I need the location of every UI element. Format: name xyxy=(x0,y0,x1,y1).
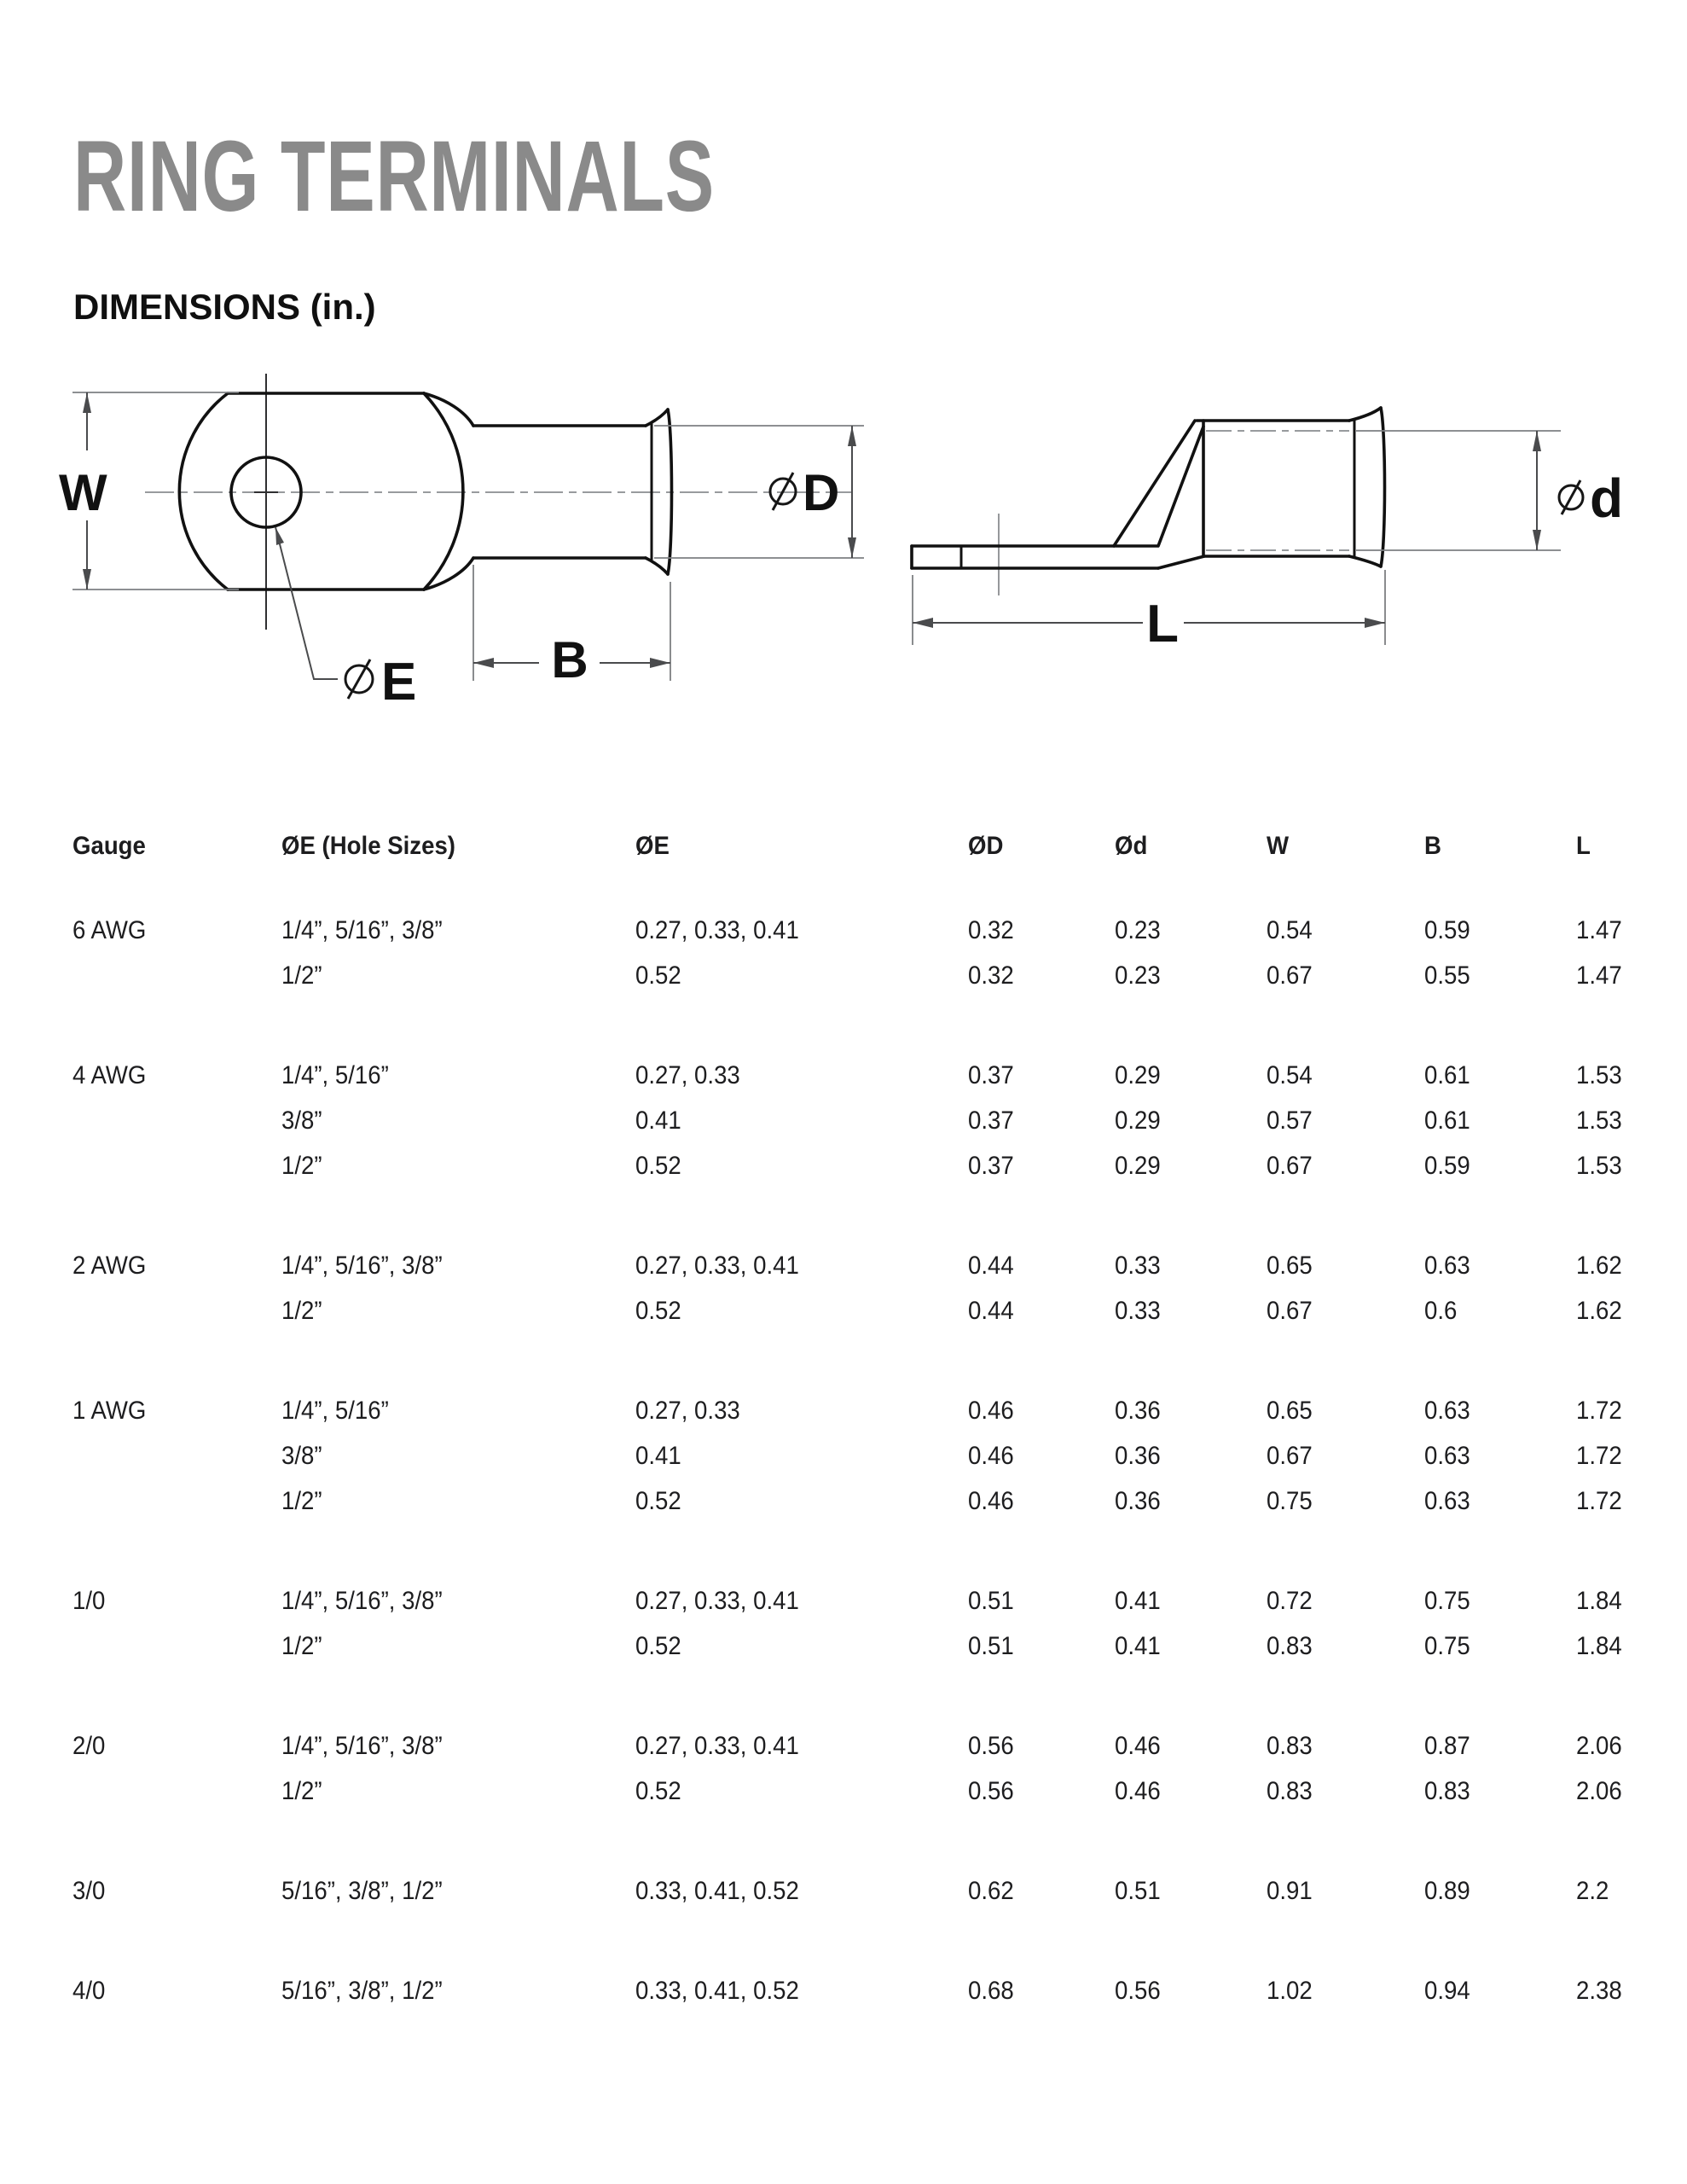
value-cell: 0.75 xyxy=(1267,1487,1313,1515)
value-cell: 0.75 xyxy=(1424,1632,1470,1660)
value-cell: 0.68 xyxy=(968,1977,1014,2005)
value-cell: 0.75 xyxy=(1424,1587,1470,1615)
diameter-symbol-icon xyxy=(1559,480,1583,514)
value-cell: 0.67 xyxy=(1267,961,1313,990)
table-row xyxy=(72,1977,1687,2022)
table-header-row xyxy=(72,832,1687,877)
value-cell: 1.84 xyxy=(1576,1632,1622,1660)
value-cell: 0.32 xyxy=(968,916,1014,944)
value-cell: 1.62 xyxy=(1576,1297,1622,1325)
gauge-group xyxy=(72,1061,1687,1197)
value-cell: 0.51 xyxy=(968,1632,1014,1660)
value-cell: 0.72 xyxy=(1267,1587,1313,1615)
value-cell: 0.36 xyxy=(1115,1487,1161,1515)
gauge-cell xyxy=(72,1777,264,1822)
table-row xyxy=(72,1632,1687,1677)
value-cell: 0.59 xyxy=(1424,1152,1470,1180)
column-header: ØD xyxy=(968,832,1004,860)
gauge-cell: 4 AWG xyxy=(72,1061,147,1089)
gauge-cell xyxy=(72,1487,264,1532)
value-cell: 0.51 xyxy=(968,1587,1014,1615)
gauge-cell xyxy=(72,1107,264,1152)
value-cell: 0.57 xyxy=(1267,1107,1313,1135)
table-row xyxy=(72,1487,1687,1532)
dimensions-heading: DIMENSIONS (in.) xyxy=(73,287,376,327)
value-cell: 0.67 xyxy=(1267,1152,1313,1180)
value-cell: 0.54 xyxy=(1267,1061,1313,1089)
value-cell: 0.63 xyxy=(1424,1487,1470,1515)
gauge-group xyxy=(72,1397,1687,1532)
value-cell: 0.83 xyxy=(1267,1777,1313,1805)
w-dimension xyxy=(59,392,239,590)
gauge-cell: 1/0 xyxy=(72,1587,106,1615)
value-cell: 0.46 xyxy=(968,1397,1014,1425)
table-body xyxy=(72,916,1687,2022)
table-row xyxy=(72,1297,1687,1342)
terminal-outline xyxy=(912,408,1385,568)
value-cell: 3/8” xyxy=(281,1107,322,1135)
value-cell: 1.02 xyxy=(1267,1977,1313,2005)
value-cell: 0.46 xyxy=(1115,1732,1161,1760)
value-cell: 1.72 xyxy=(1576,1397,1622,1425)
column-header: Ød xyxy=(1115,832,1148,860)
value-cell: 0.6 xyxy=(1424,1297,1458,1325)
value-cell: 1.72 xyxy=(1576,1487,1622,1515)
value-cell: 1/4”, 5/16”, 3/8” xyxy=(281,1587,443,1615)
value-cell: 0.83 xyxy=(1267,1632,1313,1660)
value-cell: 0.56 xyxy=(968,1777,1014,1805)
value-cell: 0.94 xyxy=(1424,1977,1470,2005)
value-cell: 0.54 xyxy=(1267,916,1313,944)
gauge-cell: 4/0 xyxy=(72,1977,106,2005)
value-cell: 1.53 xyxy=(1576,1107,1622,1135)
gauge-cell: 1 AWG xyxy=(72,1397,147,1425)
value-cell: 0.67 xyxy=(1267,1297,1313,1325)
gauge-cell xyxy=(72,1297,264,1342)
value-cell: 1/2” xyxy=(281,961,322,990)
value-cell: 0.67 xyxy=(1267,1442,1313,1470)
value-cell: 0.52 xyxy=(635,1777,681,1805)
value-cell: 0.29 xyxy=(1115,1107,1161,1135)
value-cell: 0.29 xyxy=(1115,1061,1161,1089)
value-cell: 1.53 xyxy=(1576,1061,1622,1089)
page-title: RING TERMINALS xyxy=(73,120,715,233)
value-cell: 0.36 xyxy=(1115,1397,1161,1425)
gauge-group xyxy=(72,1587,1687,1677)
value-cell: 0.41 xyxy=(1115,1632,1161,1660)
value-cell: 0.63 xyxy=(1424,1442,1470,1470)
overall-length-label: L xyxy=(1146,595,1179,653)
value-cell: 0.63 xyxy=(1424,1397,1470,1425)
value-cell: 0.37 xyxy=(968,1152,1014,1180)
value-cell: 0.27, 0.33, 0.41 xyxy=(635,1252,799,1280)
value-cell: 0.44 xyxy=(968,1297,1014,1325)
value-cell: 1/2” xyxy=(281,1632,322,1660)
value-cell: 0.37 xyxy=(968,1061,1014,1089)
value-cell: 0.52 xyxy=(635,1297,681,1325)
gauge-cell xyxy=(72,1442,264,1487)
table-row xyxy=(72,1397,1687,1442)
value-cell: 0.27, 0.33, 0.41 xyxy=(635,916,799,944)
gauge-group xyxy=(72,1252,1687,1342)
value-cell: 0.89 xyxy=(1424,1877,1470,1905)
value-cell: 0.33 xyxy=(1115,1252,1161,1280)
value-cell: 0.62 xyxy=(968,1877,1014,1905)
table-row xyxy=(72,1587,1687,1632)
gauge-group xyxy=(72,1732,1687,1822)
value-cell: 1/4”, 5/16”, 3/8” xyxy=(281,1732,443,1760)
top-view-diagram xyxy=(47,367,857,712)
value-cell: 1.47 xyxy=(1576,961,1622,990)
value-cell: 5/16”, 3/8”, 1/2” xyxy=(281,1877,443,1905)
value-cell: 0.37 xyxy=(968,1107,1014,1135)
table-row xyxy=(72,1061,1687,1107)
value-cell: 0.61 xyxy=(1424,1107,1470,1135)
value-cell: 0.41 xyxy=(1115,1587,1161,1615)
gauge-group xyxy=(72,916,1687,1007)
table-row xyxy=(72,1877,1687,1922)
barrel-length-label: B xyxy=(551,631,588,688)
l-dimension xyxy=(913,570,1385,653)
value-cell: 1/2” xyxy=(281,1152,322,1180)
value-cell: 0.51 xyxy=(1115,1877,1161,1905)
value-cell: 0.56 xyxy=(1115,1977,1161,2005)
inner-diameter-dimension xyxy=(1356,431,1623,550)
value-cell: 0.27, 0.33 xyxy=(635,1061,740,1089)
value-cell: 0.52 xyxy=(635,1632,681,1660)
value-cell: 1/2” xyxy=(281,1487,322,1515)
value-cell: 0.33 xyxy=(1115,1297,1161,1325)
value-cell: 1.72 xyxy=(1576,1442,1622,1470)
gauge-cell: 2/0 xyxy=(72,1732,106,1760)
value-cell: 1.47 xyxy=(1576,916,1622,944)
value-cell: 1/4”, 5/16” xyxy=(281,1397,389,1425)
value-cell: 0.52 xyxy=(635,1487,681,1515)
value-cell: 0.41 xyxy=(635,1107,681,1135)
value-cell: 0.44 xyxy=(968,1252,1014,1280)
hole-diameter-callout xyxy=(275,527,416,712)
table-row xyxy=(72,1442,1687,1487)
value-cell: 0.59 xyxy=(1424,916,1470,944)
table-row xyxy=(72,961,1687,1007)
value-cell: 0.41 xyxy=(635,1442,681,1470)
value-cell: 0.36 xyxy=(1115,1442,1161,1470)
table-row xyxy=(72,916,1687,961)
value-cell: 0.27, 0.33, 0.41 xyxy=(635,1732,799,1760)
value-cell: 0.52 xyxy=(635,1152,681,1180)
column-header: W xyxy=(1267,832,1290,860)
diameter-symbol-icon xyxy=(345,659,373,699)
value-cell: 1/2” xyxy=(281,1297,322,1325)
value-cell: 2.06 xyxy=(1576,1732,1622,1760)
value-cell: 0.23 xyxy=(1115,916,1161,944)
hole-diameter-label: E xyxy=(381,653,417,712)
value-cell: 2.38 xyxy=(1576,1977,1622,2005)
table-row xyxy=(72,1107,1687,1152)
value-cell: 2.2 xyxy=(1576,1877,1609,1905)
inner-diameter-label: d xyxy=(1590,468,1624,529)
value-cell: 3/8” xyxy=(281,1442,322,1470)
value-cell: 0.61 xyxy=(1424,1061,1470,1089)
value-cell: 1/4”, 5/16”, 3/8” xyxy=(281,1252,443,1280)
gauge-cell xyxy=(72,1152,264,1197)
diameter-symbol-icon xyxy=(770,473,796,510)
outer-diameter-label: D xyxy=(803,464,840,521)
column-header: Gauge xyxy=(72,832,146,860)
value-cell: 0.27, 0.33 xyxy=(635,1397,740,1425)
gauge-cell: 3/0 xyxy=(72,1877,106,1905)
value-cell: 0.65 xyxy=(1267,1252,1313,1280)
gauge-cell xyxy=(72,1632,264,1677)
value-cell: 0.23 xyxy=(1115,961,1161,990)
value-cell: 0.46 xyxy=(1115,1777,1161,1805)
value-cell: 0.63 xyxy=(1424,1252,1470,1280)
value-cell: 5/16”, 3/8”, 1/2” xyxy=(281,1977,443,2005)
value-cell: 1.84 xyxy=(1576,1587,1622,1615)
column-header: ØE (Hole Sizes) xyxy=(281,832,455,860)
centerlines xyxy=(145,374,853,630)
value-cell: 0.46 xyxy=(968,1487,1014,1515)
column-header: L xyxy=(1576,832,1591,860)
width-label: W xyxy=(59,464,107,521)
value-cell: 1/2” xyxy=(281,1777,322,1805)
value-cell: 0.33, 0.41, 0.52 xyxy=(635,1977,799,2005)
value-cell: 0.46 xyxy=(968,1442,1014,1470)
value-cell: 0.56 xyxy=(968,1732,1014,1760)
value-cell: 1/4”, 5/16”, 3/8” xyxy=(281,916,443,944)
table-row xyxy=(72,1732,1687,1777)
value-cell: 0.65 xyxy=(1267,1397,1313,1425)
gauge-cell xyxy=(72,961,264,1007)
value-cell: 0.91 xyxy=(1267,1877,1313,1905)
value-cell: 0.83 xyxy=(1267,1732,1313,1760)
column-header: B xyxy=(1424,832,1441,860)
value-cell: 0.29 xyxy=(1115,1152,1161,1180)
value-cell: 0.27, 0.33, 0.41 xyxy=(635,1587,799,1615)
value-cell: 1.62 xyxy=(1576,1252,1622,1280)
value-cell: 0.33, 0.41, 0.52 xyxy=(635,1877,799,1905)
value-cell: 0.52 xyxy=(635,961,681,990)
value-cell: 0.55 xyxy=(1424,961,1470,990)
value-cell: 0.32 xyxy=(968,961,1014,990)
terminal-outline xyxy=(179,393,671,590)
gauge-group xyxy=(72,1977,1687,2022)
gauge-group xyxy=(72,1877,1687,1922)
value-cell: 0.83 xyxy=(1424,1777,1470,1805)
column-header: ØE xyxy=(635,832,670,860)
gauge-cell: 6 AWG xyxy=(72,916,147,944)
gauge-cell: 2 AWG xyxy=(72,1252,147,1280)
value-cell: 1.53 xyxy=(1576,1152,1622,1180)
value-cell: 0.87 xyxy=(1424,1732,1470,1760)
table-row xyxy=(72,1252,1687,1297)
side-view-diagram xyxy=(878,367,1687,708)
value-cell: 1/4”, 5/16” xyxy=(281,1061,389,1089)
table-row xyxy=(72,1152,1687,1197)
b-dimension xyxy=(473,565,670,688)
value-cell: 2.06 xyxy=(1576,1777,1622,1805)
dimensions-table xyxy=(72,832,1687,2022)
table-row xyxy=(72,1777,1687,1822)
